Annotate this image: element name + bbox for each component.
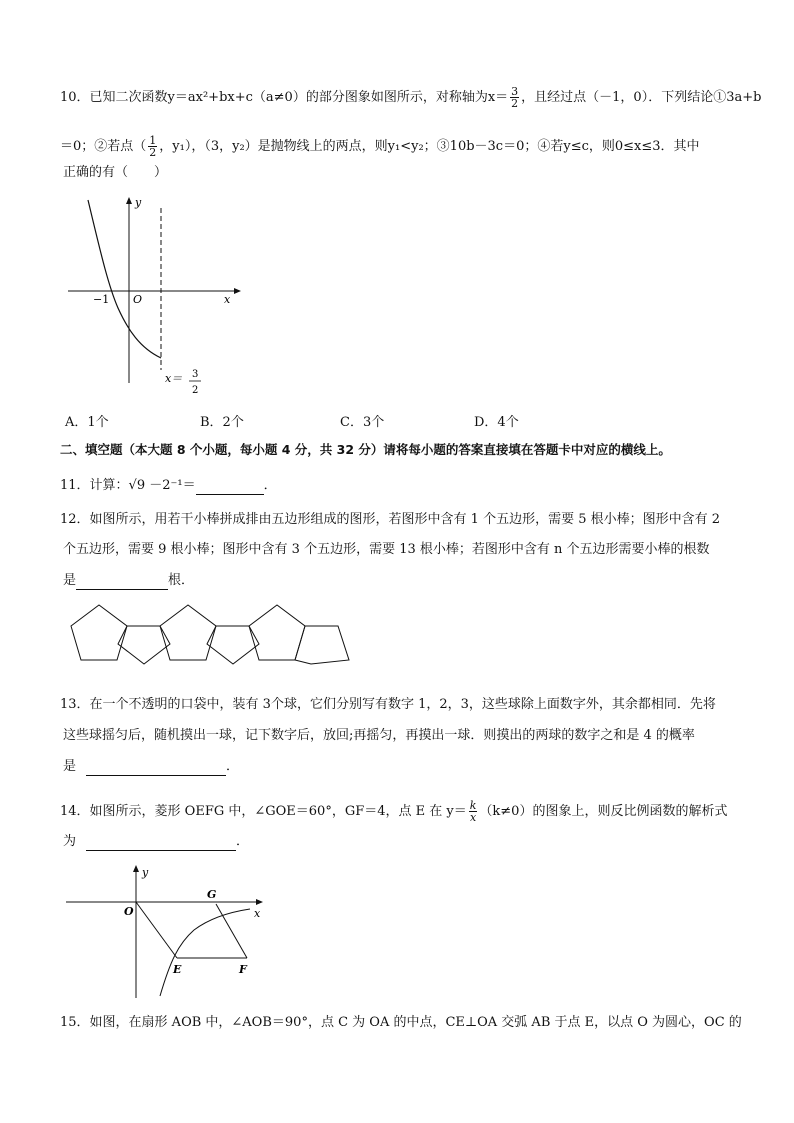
q13-line3: 是 ． — [63, 759, 240, 774]
section-heading: 二、填空题（本大题 8 个小题，每小题 4 分，共 32 分）请将每小题的答案直接填在答题卡中对应的横线上。 — [60, 442, 671, 457]
side-oe — [136, 902, 177, 958]
x-axis-label: x — [254, 907, 261, 920]
axis-eq-label: x＝ — [165, 372, 183, 385]
axis-eq-den: 2 — [192, 385, 199, 396]
q12-line1: 12．如图所示，用若干小棒拼成排由五边形组成的图形，若图形中含有 1 个五边形，需要 5 根小棒；图形中含有 2 — [60, 512, 721, 527]
pentagon-6 — [295, 626, 349, 664]
q13-answer-blank[interactable] — [86, 760, 226, 776]
neg-one-label: −1 — [93, 293, 110, 306]
q12-line3: 是 根． — [63, 573, 195, 588]
q11-answer-blank[interactable] — [196, 479, 264, 495]
q11-expression: √9 －2⁻¹＝ — [128, 478, 196, 493]
x-axis-label: x — [224, 293, 231, 306]
q13-line1: 13．在一个不透明的口袋中，装有 3个球，它们分别写有数字 1，2，3，这些球除上面数字外，其余都相同．先将 — [60, 697, 716, 712]
q14-rhombus-graph — [62, 862, 282, 1002]
parabola-curve — [88, 200, 161, 358]
q14-line1: 14．如图所示，菱形 OEFG 中，∠GOE＝60°，GF＝4，点 E 在 y＝ $\frac{k}{x}$ （k≠0）的图象上，则反比例函数的解析式 — [60, 799, 728, 824]
side-fg — [216, 904, 247, 958]
pentagon-1 — [71, 605, 127, 660]
q10-line2: ＝0；②若点（ $\frac{1}{2}$ ，y₁），（3，y₂）是抛物线上的两点，则y₁<y₂；③10b－3c＝0；④若y≤c，则0≤x≤3．其中 — [60, 134, 700, 159]
q12-answer-blank[interactable] — [76, 574, 168, 590]
q10-parabola-graph — [60, 190, 260, 405]
origin-label: O — [124, 905, 134, 918]
point-fraction: $\frac{1}{2}$ — [149, 134, 157, 159]
option-a: A．1个 — [65, 415, 109, 430]
q13-line2: 这些球摇匀后，随机摸出一球，记下数字后，放回;再摇匀，再摸出一球．则摸出的两球的数字之和是 4 的概率 — [63, 728, 695, 743]
pentagon-5 — [249, 605, 305, 660]
point-g-label: G — [207, 888, 217, 901]
origin-label: O — [133, 293, 143, 306]
y-axis-label: y — [135, 196, 142, 209]
point-e-label: E — [173, 963, 182, 976]
q14-answer-blank[interactable] — [86, 835, 236, 851]
axis-eq-num: 3 — [192, 369, 199, 380]
q11-line: 11．计算：√9 －2⁻¹＝ ． — [60, 478, 277, 493]
q10-line1: 10．已知二次函数y＝ax²+bx+c（a≠0）的部分图象如图所示，对称轴为x＝ $\frac{3}{2}$ ，且经过点（－1，0）．下列结论①3a+b — [60, 85, 762, 110]
y-axis-label: y — [142, 866, 149, 879]
q12-line2: 个五边形，需要 9 根小棒；图形中含有 3 个五边形，需要 13 根小棒；若图形中含有 n 个五边形需要小棒的根数 — [63, 542, 710, 557]
q14-line2: 为 ． — [63, 834, 250, 849]
q15-line1: 15．如图，在扇形 AOB 中，∠AOB＝90°，点 C 为 OA 的中点，CE⊥OA 交弧 AB 于点 E，以点 O 为圆心，OC 的 — [60, 1015, 742, 1030]
q12-pentagon-chain — [66, 604, 356, 666]
option-d: D．4个 — [474, 415, 519, 430]
option-c: C．3个 — [340, 415, 385, 430]
k-over-x: $\frac{k}{x}$ — [469, 799, 477, 824]
pentagon-3 — [160, 605, 216, 660]
option-b: B．2个 — [200, 415, 244, 430]
q10-line3: 正确的有（ ） — [63, 165, 168, 180]
axis-fraction: $\frac{3}{2}$ — [511, 85, 519, 110]
point-f-label: F — [239, 963, 247, 976]
